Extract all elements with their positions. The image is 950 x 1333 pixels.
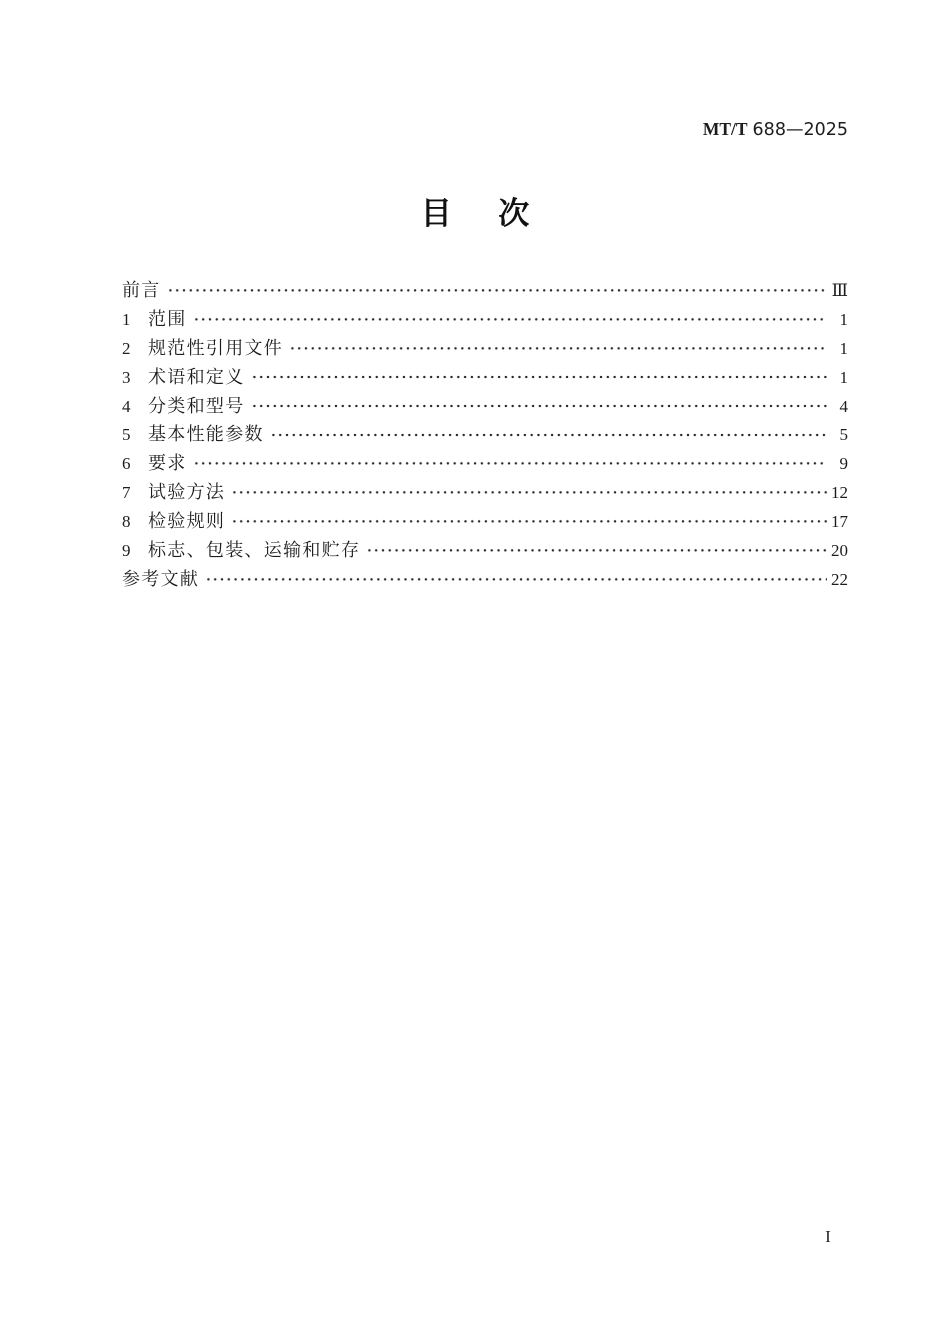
toc-entry-page: 9 [839, 454, 848, 474]
toc-entry-label: 基本性能参数 [148, 424, 264, 445]
toc-entry-number: 1 [122, 309, 131, 329]
dot-leader [251, 396, 828, 417]
toc-entry [122, 334, 848, 363]
toc-entry-number: 8 [122, 512, 131, 532]
dot-leader [193, 309, 827, 330]
dot-leader [366, 540, 827, 561]
toc-entry [122, 392, 848, 421]
toc-entry [122, 363, 848, 392]
toc-entry-page: 12 [831, 483, 848, 503]
toc-entry [122, 478, 848, 507]
toc-entry-label: 试验方法 [148, 482, 226, 503]
dot-leader [289, 338, 827, 359]
toc-entry-page: 20 [831, 541, 848, 561]
toc-entry [122, 536, 848, 565]
toc-entry-label: 检验规则 [148, 511, 226, 532]
toc-entry-number: 4 [122, 396, 131, 416]
toc-entry-label: 前言 [122, 280, 161, 300]
table-of-contents [122, 276, 848, 594]
toc-entry [122, 420, 848, 449]
toc-entry-number: 5 [122, 425, 131, 445]
toc-entry-label: 要求 [148, 453, 187, 474]
dot-leader [231, 511, 827, 532]
toc-entry-number: 7 [122, 483, 131, 503]
dot-leader [167, 280, 827, 301]
standard-code-number: 688—2025 [752, 120, 848, 140]
dot-leader [251, 367, 828, 388]
toc-entry-number: 2 [122, 338, 131, 358]
toc-entry-page: 4 [839, 396, 848, 416]
toc-entry-label: 术语和定义 [148, 366, 245, 387]
dot-leader [231, 482, 827, 503]
dot-leader [270, 425, 827, 446]
toc-entry-page: 5 [839, 425, 848, 445]
toc-entry-label: 范围 [148, 308, 187, 329]
toc-entry-label: 分类和型号 [148, 395, 245, 416]
footer-page-number: I [825, 1227, 831, 1246]
toc-entry-page: 1 [839, 309, 848, 329]
toc-entry [122, 507, 848, 536]
dot-leader [205, 569, 827, 590]
toc-entry [122, 449, 848, 478]
standard-code-prefix: MT/T [702, 119, 748, 139]
toc-entry-page: Ⅲ [831, 281, 848, 300]
toc-entry [122, 565, 848, 594]
toc-entry-page: 1 [839, 338, 848, 358]
toc-entry [122, 305, 848, 334]
toc-entry-number: 6 [122, 454, 131, 474]
toc-entry-page: 17 [831, 512, 848, 532]
toc-entry-number: 9 [122, 541, 131, 561]
toc-entry-label: 参考文献 [122, 568, 200, 589]
toc-entry-label: 规范性引用文件 [148, 337, 284, 358]
toc-entry [122, 276, 848, 305]
toc-entry-number: 3 [122, 367, 131, 387]
toc-entry-page: 22 [831, 569, 848, 589]
dot-leader [193, 453, 827, 474]
standard-code [703, 119, 848, 140]
toc-entry-page: 1 [839, 367, 848, 387]
page-title: 目次 [420, 196, 576, 231]
toc-entry-label: 标志、包装、运输和贮存 [148, 540, 361, 561]
